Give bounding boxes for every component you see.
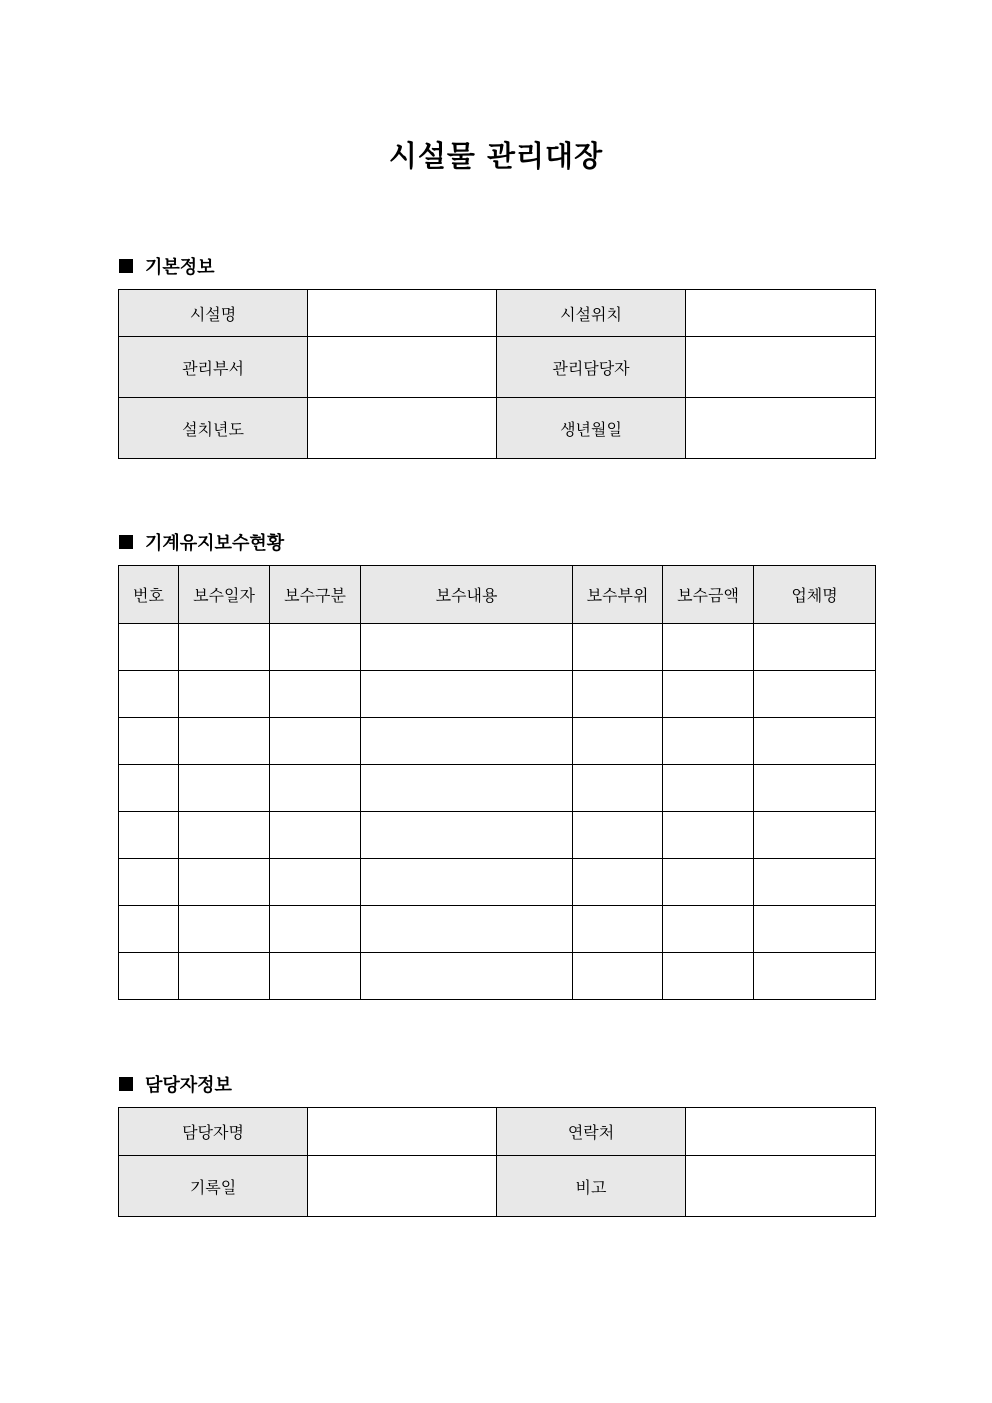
department-label: 관리부서 <box>119 337 308 398</box>
cost-cell[interactable] <box>663 671 754 718</box>
number-cell[interactable] <box>119 859 179 906</box>
birth-date-field[interactable] <box>686 398 876 459</box>
square-bullet-icon <box>119 259 133 273</box>
column-header-company: 업체명 <box>754 566 876 624</box>
company-cell[interactable] <box>754 718 876 765</box>
date-cell[interactable] <box>179 718 270 765</box>
record-date-field[interactable] <box>308 1156 497 1217</box>
table-row <box>119 718 876 765</box>
contact-name-label: 담당자명 <box>119 1108 308 1156</box>
part-cell[interactable] <box>573 671 663 718</box>
company-cell[interactable] <box>754 624 876 671</box>
part-cell[interactable] <box>573 906 663 953</box>
company-cell[interactable] <box>754 906 876 953</box>
type-cell[interactable] <box>270 765 361 812</box>
column-header-type: 보수구분 <box>270 566 361 624</box>
department-field[interactable] <box>308 337 497 398</box>
date-cell[interactable] <box>179 812 270 859</box>
basic-info-table <box>118 289 876 459</box>
column-header-content: 보수내용 <box>361 566 573 624</box>
number-cell[interactable] <box>119 624 179 671</box>
column-header-part: 보수부위 <box>573 566 663 624</box>
type-cell[interactable] <box>270 953 361 1000</box>
facility-location-label: 시설위치 <box>497 290 686 337</box>
company-cell[interactable] <box>754 953 876 1000</box>
table-row <box>119 906 876 953</box>
remarks-field[interactable] <box>686 1156 876 1217</box>
facility-name-field[interactable] <box>308 290 497 337</box>
maintenance-heading <box>119 529 284 555</box>
type-cell[interactable] <box>270 671 361 718</box>
cost-cell[interactable] <box>663 859 754 906</box>
contact-table <box>118 1107 876 1217</box>
content-cell[interactable] <box>361 624 573 671</box>
table-row <box>119 624 876 671</box>
cost-cell[interactable] <box>663 765 754 812</box>
phone-label: 연락처 <box>497 1108 686 1156</box>
type-cell[interactable] <box>270 718 361 765</box>
type-cell[interactable] <box>270 812 361 859</box>
date-cell[interactable] <box>179 859 270 906</box>
content-cell[interactable] <box>361 906 573 953</box>
table-row <box>119 337 876 398</box>
cost-cell[interactable] <box>663 624 754 671</box>
part-cell[interactable] <box>573 859 663 906</box>
table-row <box>119 671 876 718</box>
cost-cell[interactable] <box>663 906 754 953</box>
contact-heading-text: 담당자정보 <box>145 1075 232 1096</box>
table-row <box>119 1156 876 1217</box>
company-cell[interactable] <box>754 859 876 906</box>
part-cell[interactable] <box>573 765 663 812</box>
remarks-label: 비고 <box>497 1156 686 1217</box>
date-cell[interactable] <box>179 624 270 671</box>
content-cell[interactable] <box>361 812 573 859</box>
table-row <box>119 953 876 1000</box>
maintenance-table <box>118 565 876 1000</box>
table-row <box>119 859 876 906</box>
facility-location-field[interactable] <box>686 290 876 337</box>
content-cell[interactable] <box>361 671 573 718</box>
column-header-number: 번호 <box>119 566 179 624</box>
square-bullet-icon <box>119 1077 133 1091</box>
content-cell[interactable] <box>361 859 573 906</box>
part-cell[interactable] <box>573 718 663 765</box>
date-cell[interactable] <box>179 671 270 718</box>
number-cell[interactable] <box>119 765 179 812</box>
date-cell[interactable] <box>179 906 270 953</box>
content-cell[interactable] <box>361 953 573 1000</box>
type-cell[interactable] <box>270 906 361 953</box>
cost-cell[interactable] <box>663 718 754 765</box>
column-header-date: 보수일자 <box>179 566 270 624</box>
maintenance-heading-text: 기계유지보수현황 <box>145 533 285 554</box>
number-cell[interactable] <box>119 671 179 718</box>
table-row <box>119 765 876 812</box>
number-cell[interactable] <box>119 953 179 1000</box>
company-cell[interactable] <box>754 671 876 718</box>
manager-label: 관리담당자 <box>497 337 686 398</box>
table-row <box>119 290 876 337</box>
table-row <box>119 812 876 859</box>
manager-field[interactable] <box>686 337 876 398</box>
part-cell[interactable] <box>573 953 663 1000</box>
square-bullet-icon <box>119 535 133 549</box>
cost-cell[interactable] <box>663 812 754 859</box>
part-cell[interactable] <box>573 624 663 671</box>
column-header-cost: 보수금액 <box>663 566 754 624</box>
number-cell[interactable] <box>119 906 179 953</box>
date-cell[interactable] <box>179 765 270 812</box>
content-cell[interactable] <box>361 765 573 812</box>
number-cell[interactable] <box>119 718 179 765</box>
contact-heading <box>119 1071 232 1097</box>
page-title: 시설물 관리대장 <box>388 139 604 173</box>
basic-info-heading <box>119 253 215 279</box>
contact-name-field[interactable] <box>308 1108 497 1156</box>
maintenance-table-body <box>119 624 876 1000</box>
table-row <box>119 398 876 459</box>
install-year-label: 설치년도 <box>119 398 308 459</box>
table-header-row <box>119 566 876 624</box>
facility-name-label: 시설명 <box>119 290 308 337</box>
date-cell[interactable] <box>179 953 270 1000</box>
part-cell[interactable] <box>573 812 663 859</box>
company-cell[interactable] <box>754 812 876 859</box>
basic-info-heading-text: 기본정보 <box>145 257 215 278</box>
phone-field[interactable] <box>686 1108 876 1156</box>
company-cell[interactable] <box>754 765 876 812</box>
type-cell[interactable] <box>270 859 361 906</box>
content-cell[interactable] <box>361 718 573 765</box>
number-cell[interactable] <box>119 812 179 859</box>
table-row <box>119 1108 876 1156</box>
cost-cell[interactable] <box>663 953 754 1000</box>
type-cell[interactable] <box>270 624 361 671</box>
birth-date-label: 생년월일 <box>497 398 686 459</box>
install-year-field[interactable] <box>308 398 497 459</box>
record-date-label: 기록일 <box>119 1156 308 1217</box>
